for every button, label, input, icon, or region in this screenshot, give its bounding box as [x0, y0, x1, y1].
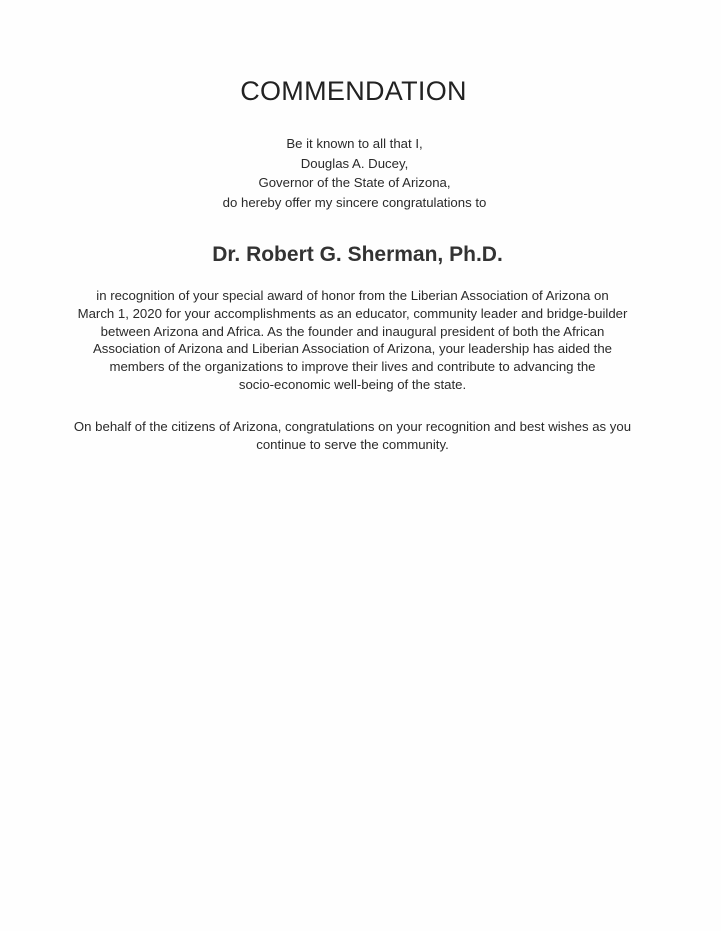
intro-line: Douglas A. Ducey,: [300, 155, 409, 171]
paragraph-line: Association of Arizona and Liberian Association of Arizona, your leadership has aided the: [92, 341, 613, 357]
paragraph-line: On behalf of the citizens of Arizona, congratulations on your recognition and best wishes as you: [73, 419, 632, 434]
paragraph-line: in recognition of your special award of honor from the Liberian Association of Arizona on: [96, 288, 609, 303]
intro-line: Governor of the State of Arizona,: [258, 175, 451, 190]
recipient-name: Dr. Robert G. Sherman, Ph.D.: [212, 243, 503, 266]
paragraph-line: socio-economic well-being of the state.: [238, 376, 467, 392]
intro-line: Be it known to all that I,: [286, 136, 423, 151]
closing-paragraph: [0, 418, 705, 454]
paragraph-line: March 1, 2020 for your accomplishments as an educator, community leader and bridge-builder: [77, 305, 628, 321]
paragraph-line: between Arizona and Africa. As the founder and inaugural president of both the African: [100, 323, 605, 339]
intro-block: [0, 134, 709, 212]
recognition-paragraph: [0, 287, 705, 394]
intro-line: do hereby offer my sincere congratulations to: [222, 194, 487, 210]
document-title: COMMENDATION: [240, 76, 467, 106]
paragraph-line: continue to serve the community.: [256, 436, 449, 452]
paragraph-line: members of the organizations to improve their lives and contribute to advancing the: [109, 359, 596, 375]
